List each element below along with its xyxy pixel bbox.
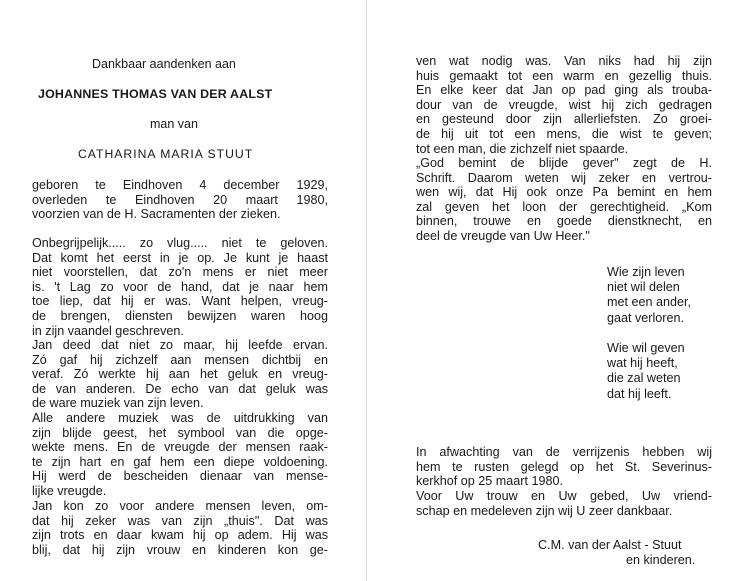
text-line: de van anderen. De echo van dat geluk was [32, 381, 328, 396]
text-line: Voor Uw trouw en Uw gebed, Uw vriend- [416, 489, 712, 503]
poem-line: Wie wil geven [607, 341, 685, 355]
text-line: dour van de vreugde, wist hij zich gedragen [416, 97, 712, 112]
text-line: Jan deed dat niet zo maar, hij leefde ervan. [32, 338, 328, 352]
thanks-paragraph [416, 489, 712, 518]
text-line: dat hij zeker was van zijn „thuis". Dat was [32, 513, 328, 528]
poem-line: Wie zijn leven [607, 265, 685, 279]
text-line: huis gemaakt tot een warm en gezellig thuis. [416, 68, 712, 83]
text-line: is. 't Lag zo voor de hand, dat je naar hem [32, 279, 328, 294]
text-line: zijn trots en daar kwam hij op adem. Hij was [32, 528, 328, 543]
poem-line: dat hij leeft. [607, 386, 672, 401]
tribute-paragraph-2 [32, 338, 328, 411]
burial-paragraph [416, 445, 712, 489]
signature-family: en kinderen. [626, 553, 696, 567]
text-line: Jan kon zo voor andere mensen leven, om- [32, 499, 328, 513]
spouse-name: CATHARINA MARIA STUUT [78, 147, 254, 161]
text-line: te zijn hart en gaf hem een diepe voldoening. [32, 454, 328, 469]
text-line: tot een man, die zichzelf niet spaarde. [416, 141, 629, 156]
intro-text: Dankbaar aandenken aan [92, 57, 236, 71]
text-line: Onbegrijpelijk..... zo vlug..... niet te geloven. [32, 236, 328, 250]
text-line: en gesteund door zijn allerliefsten. Zo groei- [416, 112, 712, 127]
poem-line: die zal weten [607, 371, 681, 386]
text-line: wen wij, dat Hij ook onze Pa bemint en hem [416, 185, 712, 200]
text-line: Hij werd de bescheiden dienaar van mense- [32, 469, 328, 484]
text-line: ven wat nodig was. Van niks had hij zijn [416, 54, 712, 68]
text-line: de brengen, diensten bewijzen waren hoog [32, 308, 328, 323]
text-line: blij, dat hij zijn vrouw en kinderen kon ge- [32, 542, 328, 557]
text-line: binnen, trouwe en goede dienstknecht, en [416, 214, 712, 229]
text-line: wekte mens. En de vreugde der mensen raak- [32, 440, 328, 455]
text-line: lijke vreugde. [32, 483, 107, 498]
text-line: Dat komt het eerst in je op. Je kunt je haast [32, 250, 328, 265]
tribute-paragraph-6 [416, 156, 712, 244]
text-line: in zijn vaandel geschreven. [32, 323, 184, 338]
text-line: Alle andere muziek was de uitdrukking van [32, 411, 328, 425]
text-line: kerkhof op 25 maart 1980. [416, 474, 564, 489]
poem-line: met een ander, [607, 295, 692, 310]
tribute-paragraph-3 [32, 411, 328, 499]
vitals-block [32, 178, 328, 222]
center-fold-line [366, 0, 367, 581]
text-line: toe liep, dat hij er was. Want helpen, vreug- [32, 294, 328, 309]
signature-name: C.M. van der Aalst - Stuut [538, 538, 682, 552]
text-line: zal geven het loon der gerechtigheid. „Kom [416, 199, 712, 214]
tribute-paragraph-4 [32, 499, 328, 557]
text-line: deel de vreugde van Uw Heer." [416, 228, 590, 243]
text-line: hem te rusten gelegd op het St. Severinus- [416, 459, 712, 474]
tribute-paragraph-1 [32, 236, 328, 338]
poem-stanza-2 [607, 341, 707, 402]
poem-line: wat hij heeft, [607, 356, 678, 371]
text-line: schap en medeleven zijn wij U zeer dankbaar. [416, 503, 673, 518]
text-line: de ware muziek van zijn leven. [32, 396, 204, 411]
tribute-paragraph-5 [416, 54, 712, 156]
relation-text: man van [150, 117, 198, 131]
text-line: Schrift. Daarom weten wij zeker en vertrou- [416, 170, 712, 185]
text-line: niet voorstellen, dat zo'n mens er niet meer [32, 265, 328, 280]
text-line: de hij uit tot een mens, die wist te geven; [416, 126, 712, 141]
text-line: En elke keer dat Jan op pad ging als trouba- [416, 83, 712, 98]
poem-line: niet wil delen [607, 280, 680, 295]
text-line: Zó gaf hij zichzelf aan mensen dichtbij en [32, 352, 328, 367]
text-line: veraf. Zó werkte hij aan het geluk en vreug- [32, 367, 328, 382]
text-line: „God bemint de blijde gever" zegt de H. [416, 156, 712, 170]
text-line: In afwachting van de verrijzenis hebben wij [416, 445, 712, 459]
vitals-line: geboren te Eindhoven 4 december 1929, [32, 178, 328, 192]
vitals-line: overleden te Eindhoven 20 maart 1980, [32, 192, 328, 207]
text-line: zijn blijde geest, het symbool van die opge- [32, 425, 328, 440]
poem-line: gaat verloren. [607, 310, 685, 325]
deceased-name: JOHANNES THOMAS VAN DER AALST [38, 87, 273, 101]
vitals-line: voorzien van de H. Sacramenten der zieken. [32, 207, 281, 222]
poem-stanza-1 [607, 265, 707, 326]
